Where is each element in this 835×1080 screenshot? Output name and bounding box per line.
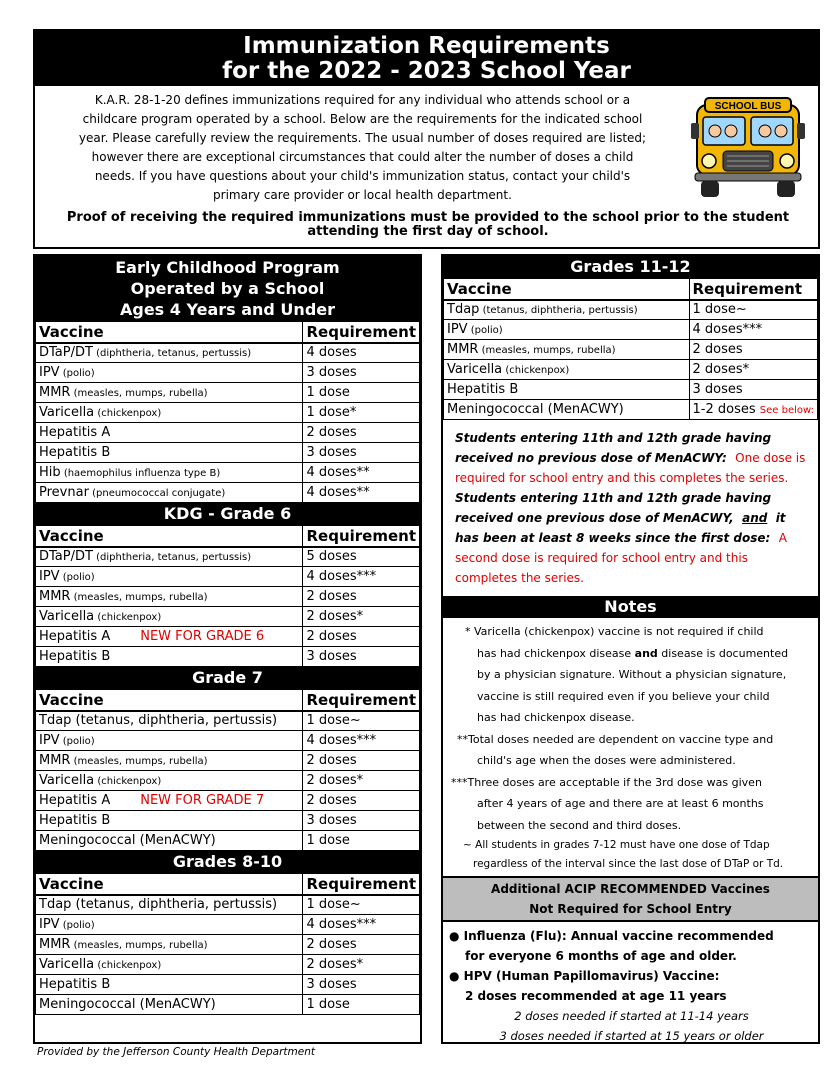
table-header-row: Vaccine Requirement [36,874,420,895]
table-row: Hepatitis B 3 doses [36,811,420,831]
grade7-table [35,689,420,851]
flu-item: ● Influenza (Flu): Annual vaccine recommended [449,929,774,943]
proof-notice: Proof of receiving the required immunizations must be provided to the school prior to the student attending the first day of school. [66,210,790,239]
table-row: IPV (polio) 3 doses [36,363,420,383]
title-line-2: for the 2022 - 2023 School Year [222,58,631,84]
table-row: Tdap (tetanus, diphtheria, pertussis) 1 dose~ [36,895,420,915]
table-row: Tdap (tetanus, diphtheria, pertussis) 1 dose~ [36,711,420,731]
see-below-note: See below: [759,405,814,416]
table-row: Hepatitis A NEW FOR GRADE 7 2 doses [36,791,420,811]
table-row: MMR (measles, mumps, rubella) 2 doses [444,340,818,360]
vaccine-column-header: Vaccine [36,322,303,343]
grades11-12-header: Grades 11-12 [443,256,818,278]
table-row: Varicella (chickenpox) 2 doses* [36,955,420,975]
school-bus-image [683,95,813,203]
grades11-12-table [443,278,818,420]
table-row: Hib (haemophilus influenza type B) 4 doses** [36,463,420,483]
table-row: Varicella (chickenpox) 1 dose* [36,403,420,423]
new-grade6-badge: NEW FOR GRADE 6 [140,629,265,644]
early-title-2: Operated by a School [130,279,325,298]
requirement-column-header: Requirement [303,322,420,343]
kdg-grade6-header: KDG - Grade 6 [35,503,420,525]
table-header-row: Vaccine Requirement [36,526,420,547]
table-row: DTaP/DT (diphtheria, tetanus, pertussis) 5 doses [36,547,420,567]
table-row: Hepatitis B 3 doses [444,380,818,400]
table-row: MMR (measles, mumps, rubella) 2 doses [36,751,420,771]
table-row: MMR (measles, mumps, rubella) 2 doses [36,587,420,607]
bus-sign-text: SCHOOL BUS [714,101,782,112]
grades8-10-header: Grades 8-10 [35,851,420,873]
table-row: Hepatitis A 2 doses [36,423,420,443]
table-header-row [36,322,420,343]
header-box [33,29,820,249]
new-grade7-badge: NEW FOR GRADE 7 [140,793,265,808]
kdg-grade6-table [35,525,420,667]
title-line-1: Immunization Requirements [243,33,610,59]
menacwy-guidance: Students entering 11th and 12th grade having received no previous dose of MenACWY: One dose is required for school entry and this completes the series. Students entering 11th and 12th grade having received one previous dose of MenACWY, and it has been at least 8 weeks since the first dose: A second dose is required for school entry and this completes the series. [455,431,806,585]
table-row: Meningococcal (MenACWY) 1-2 doses See below: [444,400,818,420]
table-row: DTaP/DT (diphtheria, tetanus, pertussis) 4 doses [36,343,420,363]
grades8-10-table [35,873,420,1015]
left-panel [33,254,422,1044]
table-row: IPV (polio) 4 doses*** [36,731,420,751]
table-row: Hepatitis B 3 doses [36,975,420,995]
bullet-icon: ● [449,969,460,983]
right-panel [441,254,820,1044]
table-row: IPV (polio) 4 doses*** [36,915,420,935]
hpv-item: ● HPV (Human Papillomavirus) Vaccine: [449,969,720,983]
acip-body: ● Influenza (Flu): Annual vaccine recommended for everyone 6 months of age and older. ● HPV (Human Papillomavirus) Vaccine: 2 doses recommended at age 11 years 2 doses needed if started at 11-14 years 3 doses needed if started at 15 years or older [443,922,818,1046]
table-header-row: Vaccine Requirement [36,690,420,711]
table-row: MMR (measles, mumps, rubella) 1 dose [36,383,420,403]
bullet-icon: ● [449,929,460,943]
early-childhood-table [35,321,420,503]
acip-header: Additional ACIP RECOMMENDED Vaccines Not Required for School Entry [443,876,818,922]
table-row: Hepatitis B 3 doses [36,647,420,667]
table-row: IPV (polio) 4 doses*** [444,320,818,340]
table-row: Varicella (chickenpox) 2 doses* [36,771,420,791]
notes-body: * Varicella (chickenpox) vaccine is not required if child has had chickenpox disease and disease is documented by a physician signature. Without a physician signature, vaccine is still required even if you believe your child has had chickenpox disease. **Total doses needed are dependent on vaccine type and child's age when the doses were administered. ***Three doses are acceptable if the 3rd dose was given after 4 years of age and there are at least 6 months between the second and third doses. ~ All students in grades 7-12 must have one dose of Tdap regardless of the interval since the last dose of DTaP or Td. [451,625,789,870]
table-row: Meningococcal (MenACWY) 1 dose [36,995,420,1015]
table-row: Meningococcal (MenACWY) 1 dose [36,831,420,851]
table-row: IPV (polio) 4 doses*** [36,567,420,587]
table-row: Tdap (tetanus, diphtheria, pertussis) 1 dose~ [444,300,818,320]
notes-header: Notes [443,596,818,618]
table-row: Prevnar (pneumococcal conjugate) 4 doses** [36,483,420,503]
early-childhood-header [35,256,420,321]
table-row: Hepatitis B 3 doses [36,443,420,463]
intro-text: K.A.R. 28-1-20 defines immunizations required for any individual who attends school or a childcare program operated by a school. Below are the requirements for the indicated school year. Please carefully review the requirements. The usual number of doses required are listed; however there are exceptional circumstances that could alter the number of doses a child needs. If you have questions about your child's immunization status, contact your child's primary care provider or local health department. [78,93,647,202]
footer-credit: Provided by the Jefferson County Health Department [37,1046,316,1058]
page-title [35,31,818,86]
table-header-row: Vaccine Requirement [444,279,818,300]
table-row: Varicella (chickenpox) 2 doses* [36,607,420,627]
table-row: Varicella (chickenpox) 2 doses* [444,360,818,380]
early-title-3: Ages 4 Years and Under [119,300,336,319]
table-row: MMR (measles, mumps, rubella) 2 doses [36,935,420,955]
grade7-header: Grade 7 [35,667,420,689]
table-row: Hepatitis A NEW FOR GRADE 6 2 doses [36,627,420,647]
early-title-1: Early Childhood Program [115,258,340,277]
